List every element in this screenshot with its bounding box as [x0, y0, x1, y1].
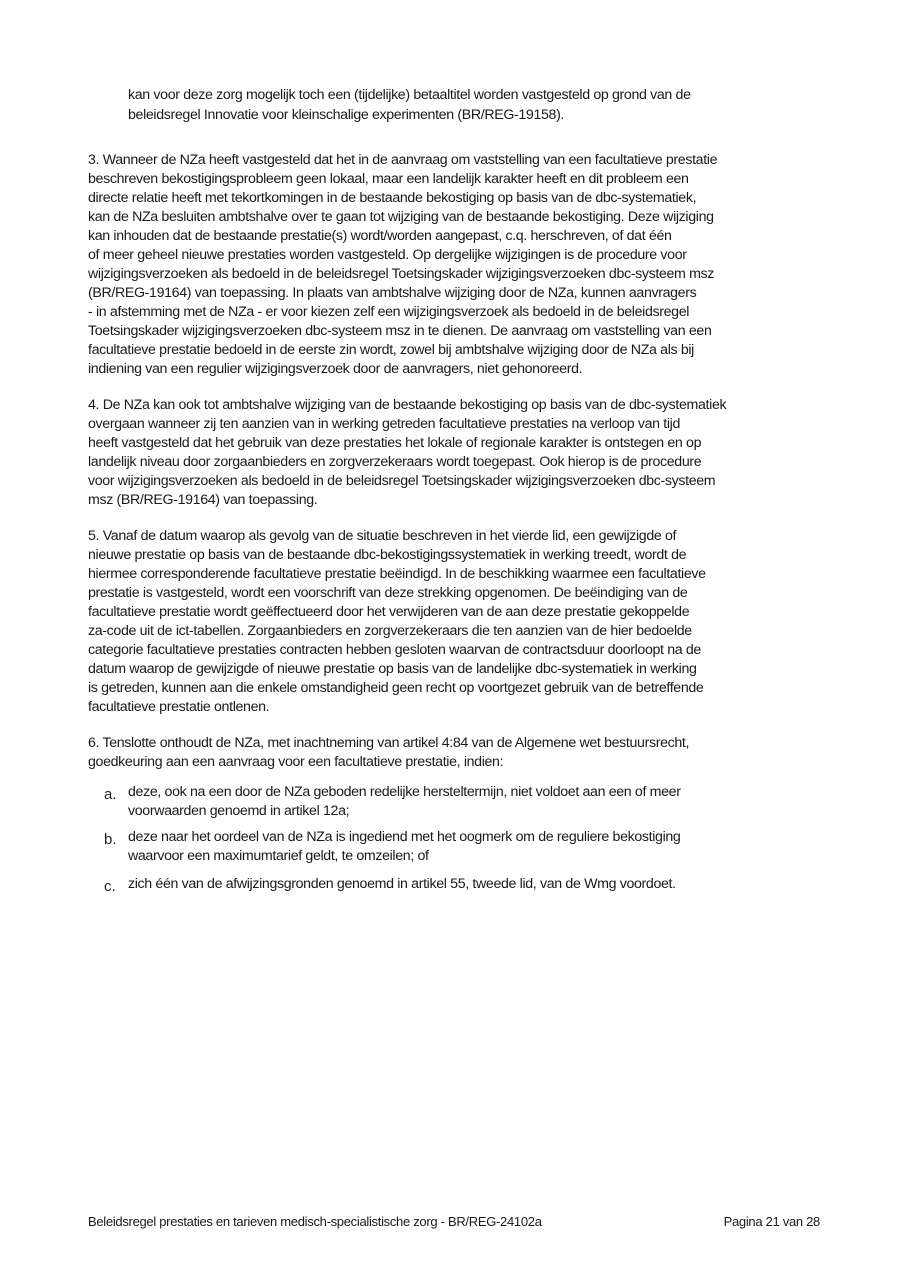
paragraph-5-line: categorie facultatieve prestaties contracten hebben gesloten waarvan de contractsduur doorloopt na de [88, 642, 701, 658]
paragraph-5-line: 5. Vanaf de datum waarop als gevolg van de situatie beschreven in het vierde lid, een gewijzigde of [88, 528, 677, 544]
paragraph-6-line: goedkeuring aan een aanvraag voor een facultatieve prestatie, indien: [88, 754, 504, 770]
paragraph-3-line: facultatieve prestatie bedoeld in de eerste zin wordt, zowel bij ambtshalve wijziging door de NZa als bij [88, 342, 694, 358]
paragraph-3-line: kan inhouden dat de bestaande prestatie(s) wordt/worden aangepast, c.q. herschreven, of dat één [88, 228, 672, 244]
paragraph-3-line: indiening van een regulier wijzigingsverzoek door de aanvragers, niet gehonoreerd. [88, 361, 583, 377]
list-item-c-line: zich één van de afwijzingsgronden genoemd in artikel 55, tweede lid, van de Wmg voordoet. [128, 876, 676, 892]
continuation-line: kan voor deze zorg mogelijk toch een (tijdelijke) betaaltitel worden vastgesteld op grond van de [128, 87, 691, 103]
paragraph-5-line: prestatie is vastgesteld, wordt een voorschrift van deze strekking opgenomen. De beëindiging van de [88, 585, 688, 601]
paragraph-3-line: kan de NZa besluiten ambtshalve over te gaan tot wijziging van de bestaande bekostiging. Deze wijziging [88, 209, 714, 225]
paragraph-5-line: za-code uit de ict-tabellen. Zorgaanbieders en zorgverzekeraars die ten aanzien van de hier bedoelde [88, 623, 692, 639]
paragraph-5-line: hiermee corresponderende facultatieve prestatie beëindigd. In de beschikking waarmee een facultatieve [88, 566, 706, 582]
paragraph-3-line: of meer geheel nieuwe prestaties worden vastgesteld. Op dergelijke wijzigingen is de procedure voor [88, 247, 687, 263]
paragraph-5-line: nieuwe prestatie op basis van de bestaande dbc-bekostigingssystematiek in werking treedt, wordt de [88, 547, 687, 563]
paragraph-3-line: (BR/REG-19164) van toepassing. In plaats van ambtshalve wijziging door de NZa, kunnen aanvragers [88, 285, 697, 301]
continuation-line: beleidsregel Innovatie voor kleinschalige experimenten (BR/REG-19158). [128, 107, 565, 123]
list-item-a-line: voorwaarden genoemd in artikel 12a; [128, 803, 350, 819]
paragraph-5-line: is getreden, kunnen aan die enkele omstandigheid geen recht op voortgezet gebruik van de betreffende [88, 680, 704, 696]
paragraph-3-line: - in afstemming met de NZa - er voor kiezen zelf een wijzigingsverzoek als bedoeld in de beleidsregel [88, 304, 690, 320]
list-item-b-line: waarvoor een maximumtarief geldt, te omzeilen; of [128, 848, 429, 864]
paragraph-4-line: landelijk niveau door zorgaanbieders en zorgverzekeraars wordt toegepast. Ook hierop is de procedure [88, 454, 702, 470]
paragraph-3-line: 3. Wanneer de NZa heeft vastgesteld dat het in de aanvraag om vaststelling van een facultatieve prestatie [88, 152, 718, 168]
paragraph-4-line: voor wijzigingsverzoeken als bedoeld in de beleidsregel Toetsingskader wijzigingsverzoeken dbc-systeem [88, 473, 716, 489]
paragraph-6-line: 6. Tenslotte onthoudt de NZa, met inachtneming van artikel 4:84 van de Algemene wet bestuursrecht, [88, 735, 690, 751]
paragraph-4-line: msz (BR/REG-19164) van toepassing. [88, 492, 318, 508]
list-item-b-line: deze naar het oordeel van de NZa is ingediend met het oogmerk om de reguliere bekostiging [128, 829, 681, 845]
paragraph-4-line: overgaan wanneer zij ten aanzien van in werking getreden facultatieve prestaties na verloop van tijd [88, 416, 681, 432]
paragraph-4-line: heeft vastgesteld dat het gebruik van deze prestaties het lokale of regionale karakter is ontstegen en op [88, 435, 702, 451]
list-marker-b: b. [104, 831, 117, 848]
list-item-a-line: deze, ook na een door de NZa geboden redelijke hersteltermijn, niet voldoet aan een of meer [128, 784, 681, 800]
paragraph-3-line: directe relatie heeft met tekortkomingen in de bestaande bekostiging op basis van de dbc-systematiek, [88, 190, 697, 206]
paragraph-5-line: facultatieve prestatie wordt geëffectueerd door het verwijderen van de aan deze prestatie gekoppelde [88, 604, 690, 620]
paragraph-3-line: wijzigingsverzoeken als bedoeld in de beleidsregel Toetsingskader wijzigingsverzoeken dbc-systeem msz [88, 266, 715, 282]
paragraph-3-line: beschreven bekostigingsprobleem geen lokaal, maar een landelijk karakter heeft en dit probleem een [88, 171, 689, 187]
paragraph-3-line: Toetsingskader wijzigingsverzoeken dbc-systeem msz in te dienen. De aanvraag om vaststelling van een [88, 323, 712, 339]
list-marker-c: c. [104, 878, 116, 895]
paragraph-5-line: facultatieve prestatie ontlenen. [88, 699, 270, 715]
footer-page-number: Pagina 21 van 28 [723, 1214, 820, 1229]
paragraph-4-line: 4. De NZa kan ook tot ambtshalve wijziging van de bestaande bekostiging op basis van de dbc-systematiek [88, 397, 727, 413]
footer-document-title: Beleidsregel prestaties en tarieven medisch-specialistische zorg - BR/REG-24102a [88, 1214, 542, 1229]
list-marker-a: a. [104, 786, 117, 803]
paragraph-5-line: datum waarop de gewijzigde of nieuwe prestatie op basis van de landelijke dbc-systematiek in werking [88, 661, 697, 677]
